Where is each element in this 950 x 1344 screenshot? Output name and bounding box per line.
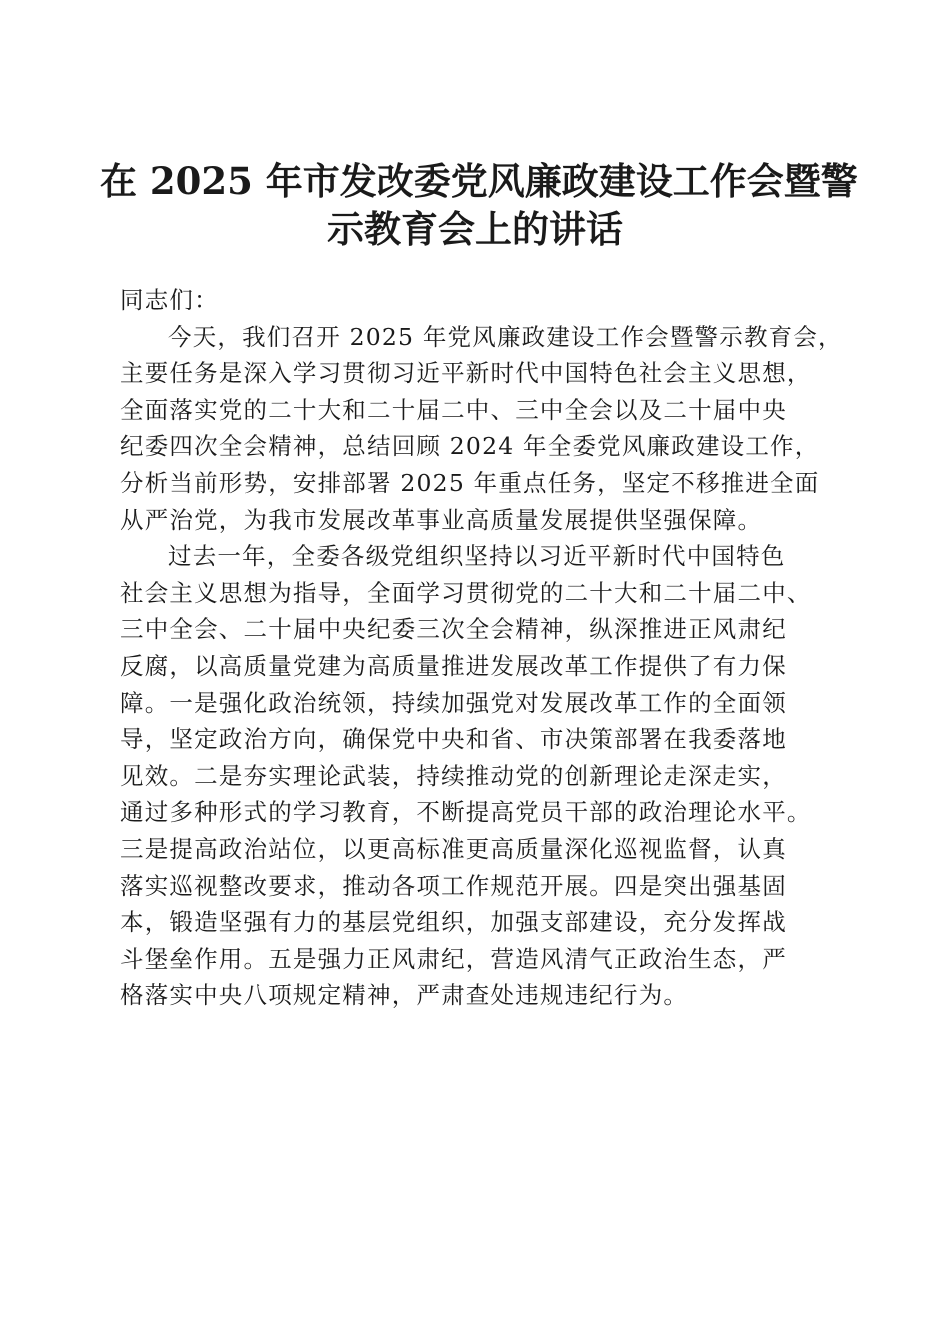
text-line: 主要任务是深入学习贯彻习近平新时代中国特色社会主义思想，	[120, 359, 812, 388]
text-line: 本，锻造坚强有力的基层党组织，加强支部建设，充分发挥战	[120, 908, 787, 937]
text-line: 导，坚定政治方向，确保党中央和省、市决策部署在我委落地	[120, 725, 787, 754]
text-line: 分析当前形势，安排部署 2025 年重点任务，坚定不移推进全面	[120, 468, 820, 497]
salutation: 同志们：	[120, 286, 219, 314]
text-line: 全面落实党的二十大和二十届二中、三中全会以及二十届中央	[120, 395, 787, 424]
text-line: 三是提高政治站位，以更高标准更高质量深化巡视监督，认真	[120, 834, 787, 863]
text-line: 格落实中央八项规定精神，严肃查处违规违纪行为。	[120, 981, 689, 1010]
text-line: 障。一是强化政治统领，持续加强党对发展改革工作的全面领	[120, 688, 787, 717]
text-line: 今天，我们召开 2025 年党风廉政建设工作会暨警示教育会，	[168, 322, 843, 351]
paragraph-review	[120, 538, 850, 1014]
text-line: 反腐，以高质量党建为高质量推进发展改革工作提供了有力保	[120, 651, 787, 680]
title-line: 在 2025 年市发改委党风廉政建设工作会暨警	[100, 158, 858, 203]
document-body	[120, 282, 850, 1014]
title-line: 示教育会上的讲话	[327, 206, 623, 251]
text-line: 纪委四次全会精神，总结回顾 2024 年全委党风廉政建设工作，	[120, 432, 820, 461]
text-line: 落实巡视整改要求，推动各项工作规范开展。四是突出强基固	[120, 871, 787, 900]
text-line: 过去一年，全委各级党组织坚持以习近平新时代中国特色	[168, 542, 786, 571]
text-line: 社会主义思想为指导，全面学习贯彻党的二十大和二十届二中、	[120, 578, 812, 607]
paragraph-opening	[120, 319, 850, 539]
text-line: 见效。二是夯实理论武装，持续推动党的创新理论走深走实，	[120, 761, 787, 790]
text-line: 从严治党，为我市发展改革事业高质量发展提供坚强保障。	[120, 505, 763, 534]
text-line: 通过多种形式的学习教育，不断提高党员干部的政治理论水平。	[120, 798, 812, 827]
document-title	[100, 157, 858, 253]
text-line: 三中全会、二十届中央纪委三次全会精神，纵深推进正风肃纪	[120, 615, 787, 644]
text-line: 斗堡垒作用。五是强力正风肃纪，营造风清气正政治生态，严	[120, 944, 787, 973]
